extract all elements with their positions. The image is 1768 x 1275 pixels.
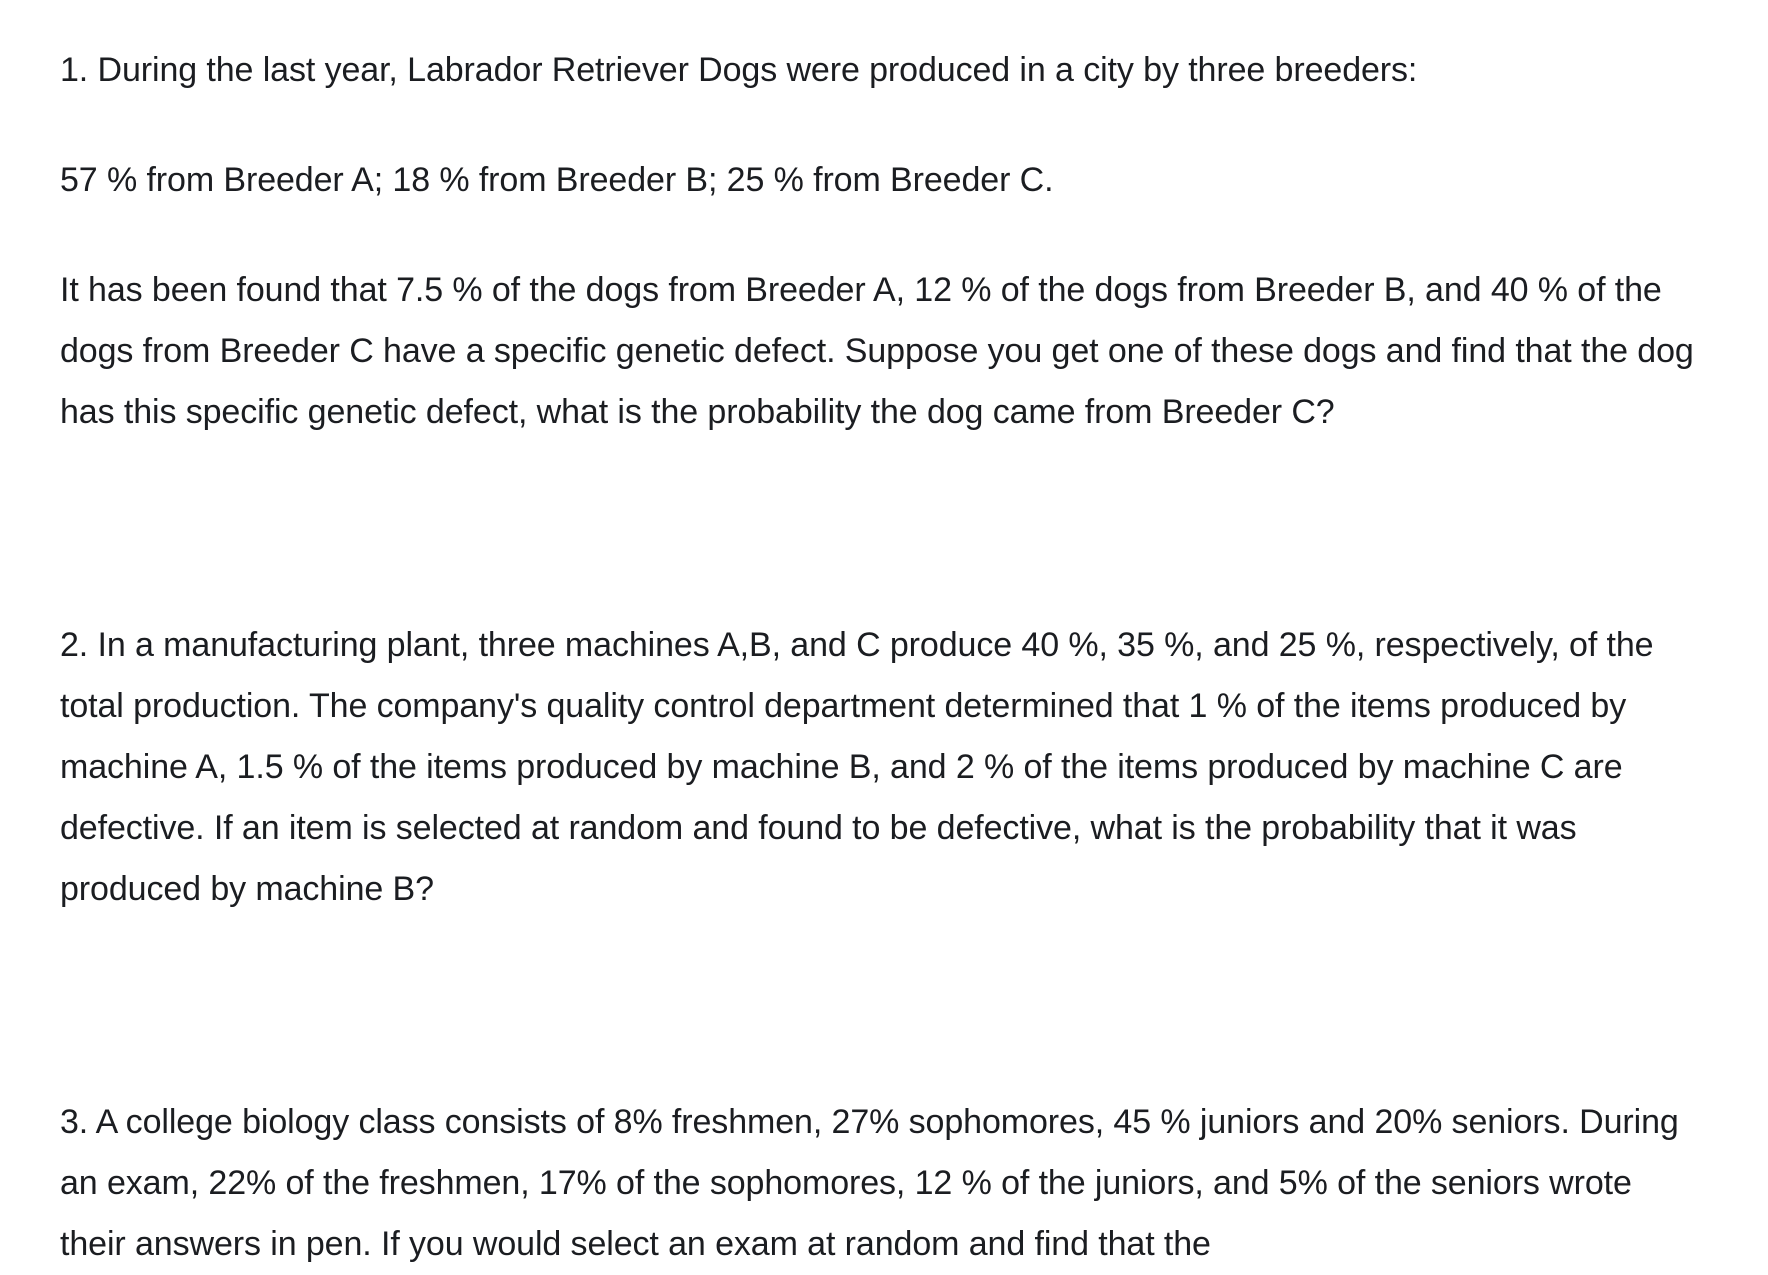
problem-2-question: 2. In a manufacturing plant, three machines A,B, and C produce 40 %, 35 %, and 25 %, respectively, of the total production. The company's quality control department determined that 1 % of the items produced by machine A, 1.5 % of the items produced by machine B, and 2 % of the items produced by machine C are defective. If an item is selected at random and found to be defective, what is the probability that it was produced by machine B? <box>60 626 1654 908</box>
problem-1-breeder-shares: 57 % from Breeder A; 18 % from Breeder B; 25 % from Breeder C. <box>60 161 1054 199</box>
problem-3 <box>60 1092 1700 1275</box>
problem-2 <box>60 615 1700 920</box>
problem-1 <box>60 40 1700 443</box>
document-page <box>60 40 1700 1275</box>
spacer <box>60 101 1700 150</box>
spacer <box>60 920 1700 1092</box>
problem-1-intro: 1. During the last year, Labrador Retriever Dogs were produced in a city by three breeders: <box>60 51 1418 89</box>
problem-3-question: 3. A college biology class consists of 8% freshmen, 27% sophomores, 45 % juniors and 20% seniors. During an exam, 22% of the freshmen, 17% of the sophomores, 12 % of the juniors, and 5% of the seniors wrote their answers in pen. If you would select an exam at random and find that the <box>60 1103 1679 1263</box>
spacer <box>60 211 1700 260</box>
spacer <box>60 443 1700 615</box>
problem-1-question: It has been found that 7.5 % of the dogs from Breeder A, 12 % of the dogs from Breeder B, and 40 % of the dogs from Breeder C have a specific genetic defect. Suppose you get one of these dogs and find that the dog has this specific genetic defect, what is the probability the dog came from Breeder C? <box>60 271 1694 431</box>
